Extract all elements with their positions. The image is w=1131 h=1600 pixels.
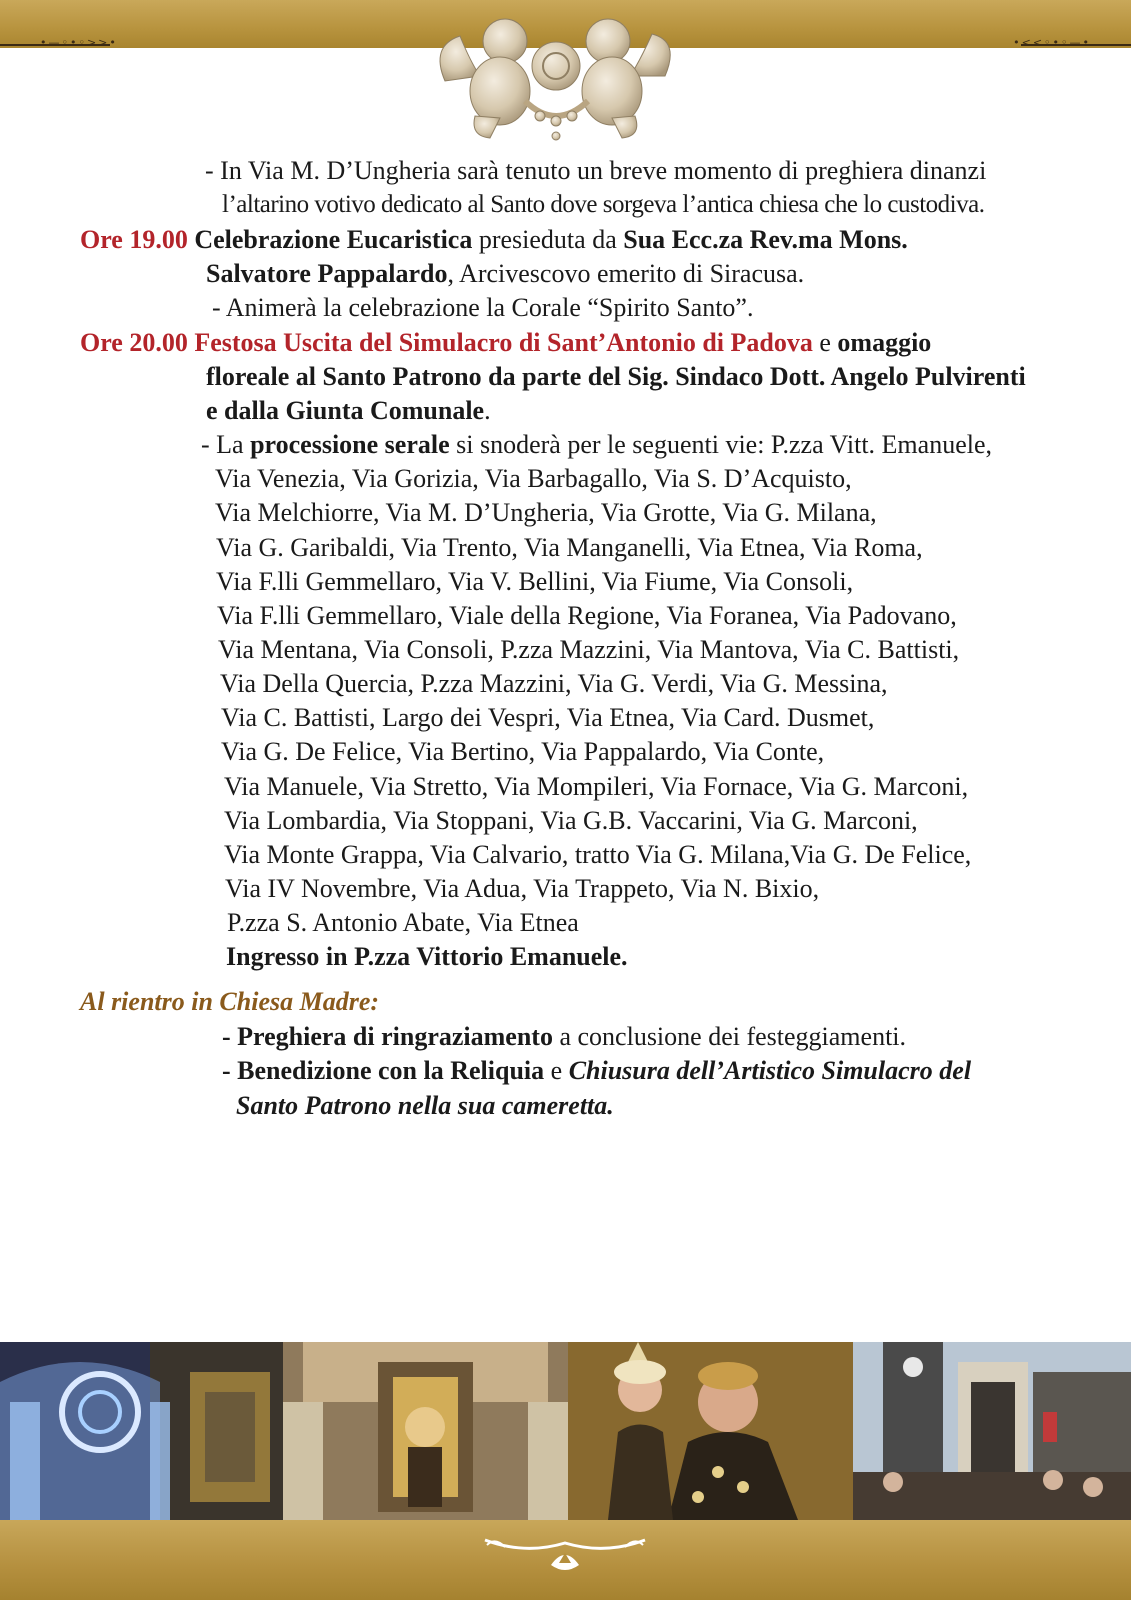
route-arrival: Ingresso in P.zza Vittorio Emanuele.: [226, 942, 628, 971]
text-line-8: e dalla Giunta Comunale.: [206, 396, 491, 425]
route-line-3: Via G. Garibaldi, Via Trento, Via Manganelli, Via Etnea, Via Roma,: [216, 533, 923, 562]
ornament-left: •—◦•◦>>•: [40, 36, 118, 49]
luminarie-photo-icon: [0, 1342, 283, 1520]
route-line-1: Via Venezia, Via Gorizia, Via Barbagallo, Via S. D’Acquisto,: [215, 464, 852, 493]
route-line-5: Via F.lli Gemmellaro, Viale della Regione, Via Foranea, Via Padovano,: [217, 601, 957, 630]
text-line-7: floreale al Santo Patrono da parte del Sig. Sindaco Dott. Angelo Pulvirenti: [206, 362, 1026, 391]
text-line-5: - Animerà la celebrazione la Corale “Spirito Santo”.: [212, 293, 754, 322]
text-line-closing: Santo Patrono nella sua cameretta.: [236, 1091, 614, 1120]
text-line-blessing: - Benedizione con la Reliquia e Chiusura dell’Artistico Simulacro del: [222, 1056, 972, 1085]
route-line-13: Via IV Novembre, Via Adua, Via Trappeto, Via N. Bixio,: [225, 874, 820, 903]
flourish-icon: [465, 1525, 665, 1595]
text-line-2: l’altarino votivo dedicato al Santo dove sorgeva l’antica chiesa che lo custodiva.: [222, 191, 985, 218]
cherubs-icon: [430, 6, 680, 142]
time-20: Ore 20.00: [80, 328, 188, 357]
text-line-9: - La processione serale si snoderà per le seguenti vie: P.zza Vitt. Emanuele,: [201, 430, 992, 459]
ornament-right: •<<◦•◦—•: [1013, 36, 1091, 49]
text-line-3: Ore 19.00 Celebrazione Eucaristica presieduta da Sua Ecc.za Rev.ma Mons.: [80, 225, 908, 254]
time-19: Ore 19.00: [80, 225, 188, 254]
route-line-6: Via Mentana, Via Consoli, P.zza Mazzini, Via Mantova, Via C. Battisti,: [218, 635, 960, 664]
route-line-8: Via C. Battisti, Largo dei Vespri, Via Etnea, Via Card. Dusmet,: [221, 703, 875, 732]
route-line-14: P.zza S. Antonio Abate, Via Etnea: [227, 908, 579, 937]
text-line-6: Ore 20.00 Festosa Uscita del Simulacro di Sant’Antonio di Padova e omaggio: [80, 328, 932, 357]
route-line-10: Via Manuele, Via Stretto, Via Mompileri, Via Fornace, Via G. Marconi,: [224, 772, 969, 801]
church-interior-photo-icon: [283, 1342, 568, 1520]
route-line-12: Via Monte Grappa, Via Calvario, tratto Via G. Milana,Via G. De Felice,: [224, 840, 972, 869]
route-line-7: Via Della Quercia, P.zza Mazzini, Via G. Verdi, Via G. Messina,: [220, 669, 888, 698]
photo-strip: [0, 1342, 1131, 1520]
procession-photo-icon: [853, 1342, 1131, 1520]
saint-statue-photo-icon: [568, 1342, 853, 1520]
route-line-4: Via F.lli Gemmellaro, Via V. Bellini, Via Fiume, Via Consoli,: [216, 567, 854, 596]
section-heading-return: Al rientro in Chiesa Madre:: [80, 987, 380, 1016]
route-line-9: Via G. De Felice, Via Bertino, Via Pappalardo, Via Conte,: [221, 737, 825, 766]
text-line-1: - In Via M. D’Ungheria sarà tenuto un breve momento di preghiera dinanzi: [205, 156, 987, 185]
text-line-4: Salvatore Pappalardo, Arcivescovo emerito di Siracusa.: [206, 259, 805, 288]
route-line-2: Via Melchiorre, Via M. D’Ungheria, Via Grotte, Via G. Milana,: [215, 498, 877, 527]
text-line-thanks: - Preghiera di ringraziamento a conclusione dei festeggiamenti.: [222, 1022, 907, 1051]
route-line-11: Via Lombardia, Via Stoppani, Via G.B. Vaccarini, Via G. Marconi,: [224, 806, 918, 835]
